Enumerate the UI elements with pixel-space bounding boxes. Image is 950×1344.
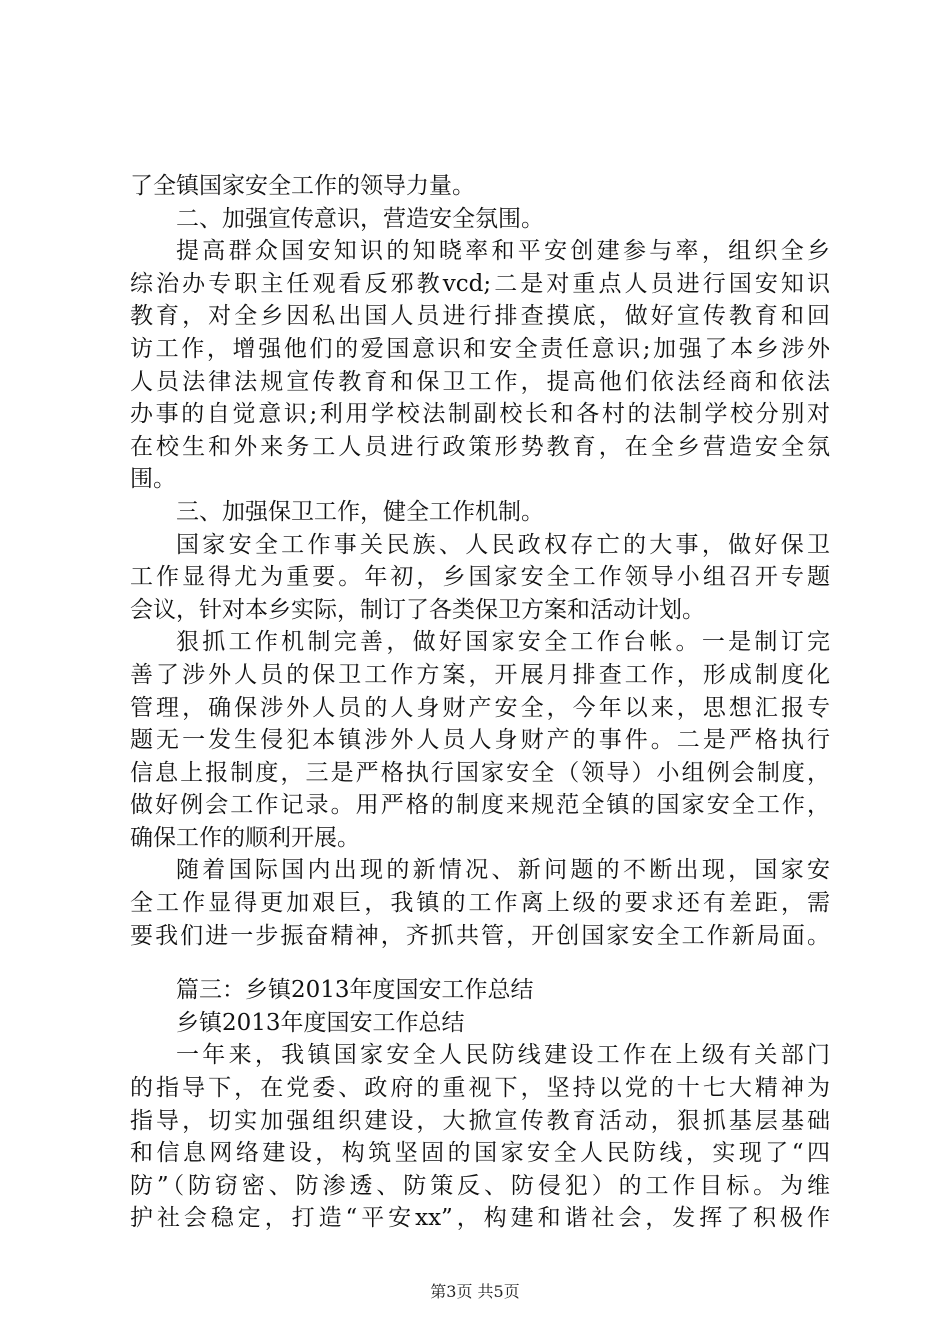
section-heading-2: 二、加强宣传意识，营造安全氛围。 [176,205,544,232]
paragraph-line: 确保工作的顺利开展。 [130,824,360,851]
paragraph-line: 在校生和外来务工人员进行政策形势教育，在全乡营造安全氛 [130,433,830,460]
paragraph-line: 和信息网络建设，构筑坚固的国家安全人民防线，实现了“四 [130,1140,830,1167]
section-subtitle: 乡镇2013年度国安工作总结 [176,1009,465,1036]
page-number-footer: 第3页 共5页 [430,1282,520,1301]
paragraph-line: 办事的自觉意识;利用学校法制副校长和各村的法制学校分别对 [130,401,830,428]
paragraph-line: 狠抓工作机制完善，做好国家安全工作台帐。一是制订完 [176,629,830,656]
paragraph-line: 指导，切实加强组织建设，大掀宣传教育活动，狠抓基层基础 [130,1107,830,1134]
paragraph-line: 要我们进一步振奋精神，齐抓共管，开创国家安全工作新局面。 [130,922,830,949]
paragraph-line: 综治办专职主任观看反邪教vcd;二是对重点人员进行国安知识 [130,270,830,297]
paragraph-line: 信息上报制度，三是严格执行国家安全（领导）小组例会制度， [130,759,830,786]
paragraph-line: 围。 [130,466,176,493]
paragraph-line: 人员法律法规宣传教育和保卫工作，提高他们依法经商和依法 [130,368,830,395]
paragraph-line: 会议，针对本乡实际，制订了各类保卫方案和活动计划。 [130,596,705,623]
paragraph-line: 了全镇国家安全工作的领导力量。 [130,173,475,199]
document-body [130,170,830,1235]
paragraph-line: 善了涉外人员的保卫工作方案，开展月排查工作，形成制度化 [130,661,830,688]
paragraph-line: 题无一发生侵犯本镇涉外人员人身财产的事件。二是严格执行 [130,727,830,754]
paragraph-line: 做好例会工作记录。用严格的制度来规范全镇的国家安全工作， [130,792,830,819]
paragraph-line: 提高群众国安知识的知晓率和平安创建参与率，组织全乡 [176,238,830,265]
paragraph-line: 工作显得尤为重要。年初，乡国家安全工作领导小组召开专题 [130,564,830,591]
paragraph-line: 访工作，增强他们的爱国意识和安全责任意识;加强了本乡涉外 [130,335,830,362]
paragraph-line: 的指导下，在党委、政府的重视下，坚持以党的十七大精神为 [130,1075,830,1102]
paragraph-line: 护社会稳定，打造“平安xx”，构建和谐社会，发挥了积极作 [130,1205,830,1232]
paragraph-line: 全工作显得更加艰巨，我镇的工作离上级的要求还有差距，需 [130,890,830,917]
paragraph-line: 防”（防窃密、防渗透、防策反、防侵犯）的工作目标。为维 [130,1172,830,1199]
paragraph-line: 管理，确保涉外人员的人身财产安全，今年以来，思想汇报专 [130,694,830,721]
paragraph-line: 教育，对全乡因私出国人员进行排查摸底，做好宣传教育和回 [130,303,830,330]
section-spacer [130,952,830,974]
paragraph-line: 一年来，我镇国家安全人民防线建设工作在上级有关部门 [176,1042,830,1069]
section-heading-3: 三、加强保卫工作，健全工作机制。 [176,498,544,525]
paragraph-line: 随着国际国内出现的新情况、新问题的不断出现，国家安 [176,857,830,884]
section-title: 篇三：乡镇2013年度国安工作总结 [176,977,534,1004]
paragraph-line: 国家安全工作事关民族、人民政权存亡的大事，做好保卫 [176,531,830,558]
